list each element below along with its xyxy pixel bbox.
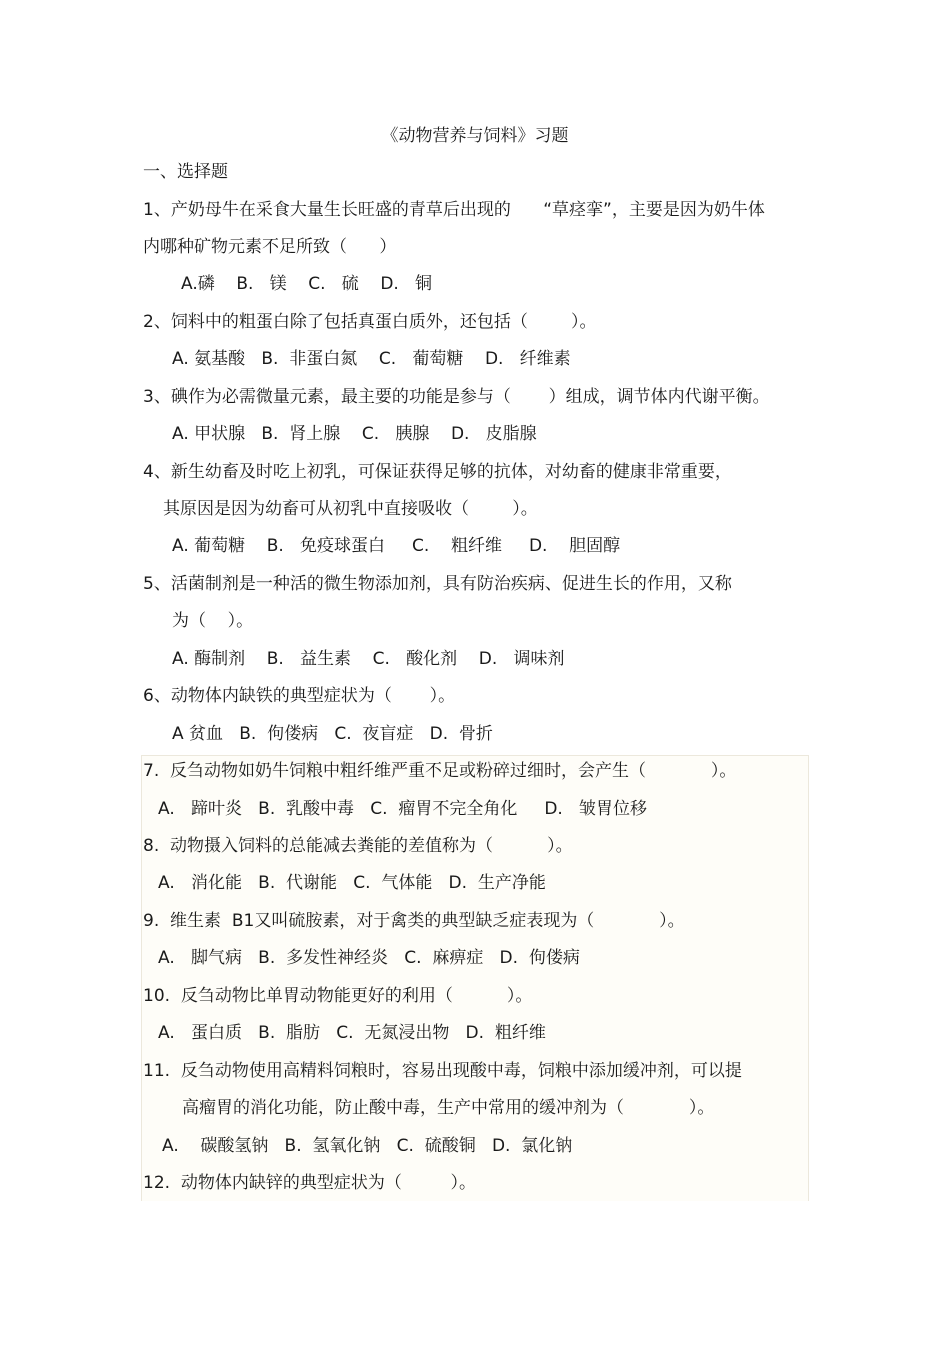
question-10-options: A. 蛋白质 B. 脂肪 C. 无氮浸出物 D. 粗纤维 [158,1023,546,1043]
question-1-line-2: 内哪种矿物元素不足所致（ ） [143,237,397,257]
section-heading: 一、选择题 [143,162,228,182]
question-2-options: A. 氨基酸 B. 非蛋白氮 C. 葡萄糖 D. 纤维素 [172,349,571,369]
question-9: 9. 维生素 B1又叫硫胺素，对于禽类的典型缺乏症表现为（ ）。 [143,911,685,931]
question-4-line-2: 其原因是因为幼畜可从初乳中直接吸收（ ）。 [163,499,538,519]
question-11-options: A. 碳酸氢钠 B. 氢氧化钠 C. 硫酸铜 D. 氯化钠 [162,1136,573,1156]
question-11-line-1: 11. 反刍动物使用高精料饲粮时，容易出现酸中毒，饲粮中添加缓冲剂，可以提 [143,1061,742,1081]
page-title: 《动物营养与饲料》习题 [381,126,569,146]
question-5-line-1: 5、活菌制剂是一种活的微生物添加剂，具有防治疾病、促进生长的作用，又称 [143,574,732,594]
question-1-options: A.磷 B. 镁 C. 硫 D. 铜 [181,274,433,294]
question-7: 7. 反刍动物如奶牛饲粮中粗纤维严重不足或粉碎过细时，会产生（ ）。 [143,761,737,781]
question-3: 3、碘作为必需微量元素，最主要的功能是参与（ ）组成，调节体内代谢平衡。 [143,387,770,407]
question-4-line-1: 4、新生幼畜及时吃上初乳，可保证获得足够的抗体，对幼畜的健康非常重要， [143,462,732,482]
question-8: 8. 动物摄入饲料的总能减去粪能的差值称为（ ）。 [143,836,573,856]
question-8-options: A. 消化能 B. 代谢能 C. 气体能 D. 生产净能 [158,873,546,893]
question-6: 6、动物体内缺铁的典型症状为（ ）。 [143,686,456,706]
question-1-line-1: 1、产奶母牛在采食大量生长旺盛的青草后出现的 “草痉挛”，主要是因为奶牛体 [143,200,765,220]
question-5-line-2: 为（ ）。 [172,611,254,631]
question-6-options: A 贫血 B. 佝偻病 C. 夜盲症 D. 骨折 [172,724,493,744]
question-3-options: A. 甲状腺 B. 肾上腺 C. 胰腺 D. 皮脂腺 [172,424,537,444]
question-4-options: A. 葡萄糖 B. 免疫球蛋白 C. 粗纤维 D. 胆固醇 [172,536,621,556]
question-10: 10. 反刍动物比单胃动物能更好的利用（ ）。 [143,986,533,1006]
question-12: 12. 动物体内缺锌的典型症状为（ ）。 [143,1173,476,1193]
question-7-options: A. 蹄叶炎 B. 乳酸中毒 C. 瘤胃不完全角化 D. 皱胃位移 [158,799,648,819]
question-11-line-2: 高瘤胃的消化功能，防止酸中毒，生产中常用的缓冲剂为（ ）。 [182,1098,715,1118]
question-2: 2、饲料中的粗蛋白除了包括真蛋白质外，还包括（ ）。 [143,312,597,332]
question-9-options: A. 脚气病 B. 多发性神经炎 C. 麻痹症 D. 佝偻病 [158,948,580,968]
question-5-options: A. 酶制剂 B. 益生素 C. 酸化剂 D. 调味剂 [172,649,565,669]
